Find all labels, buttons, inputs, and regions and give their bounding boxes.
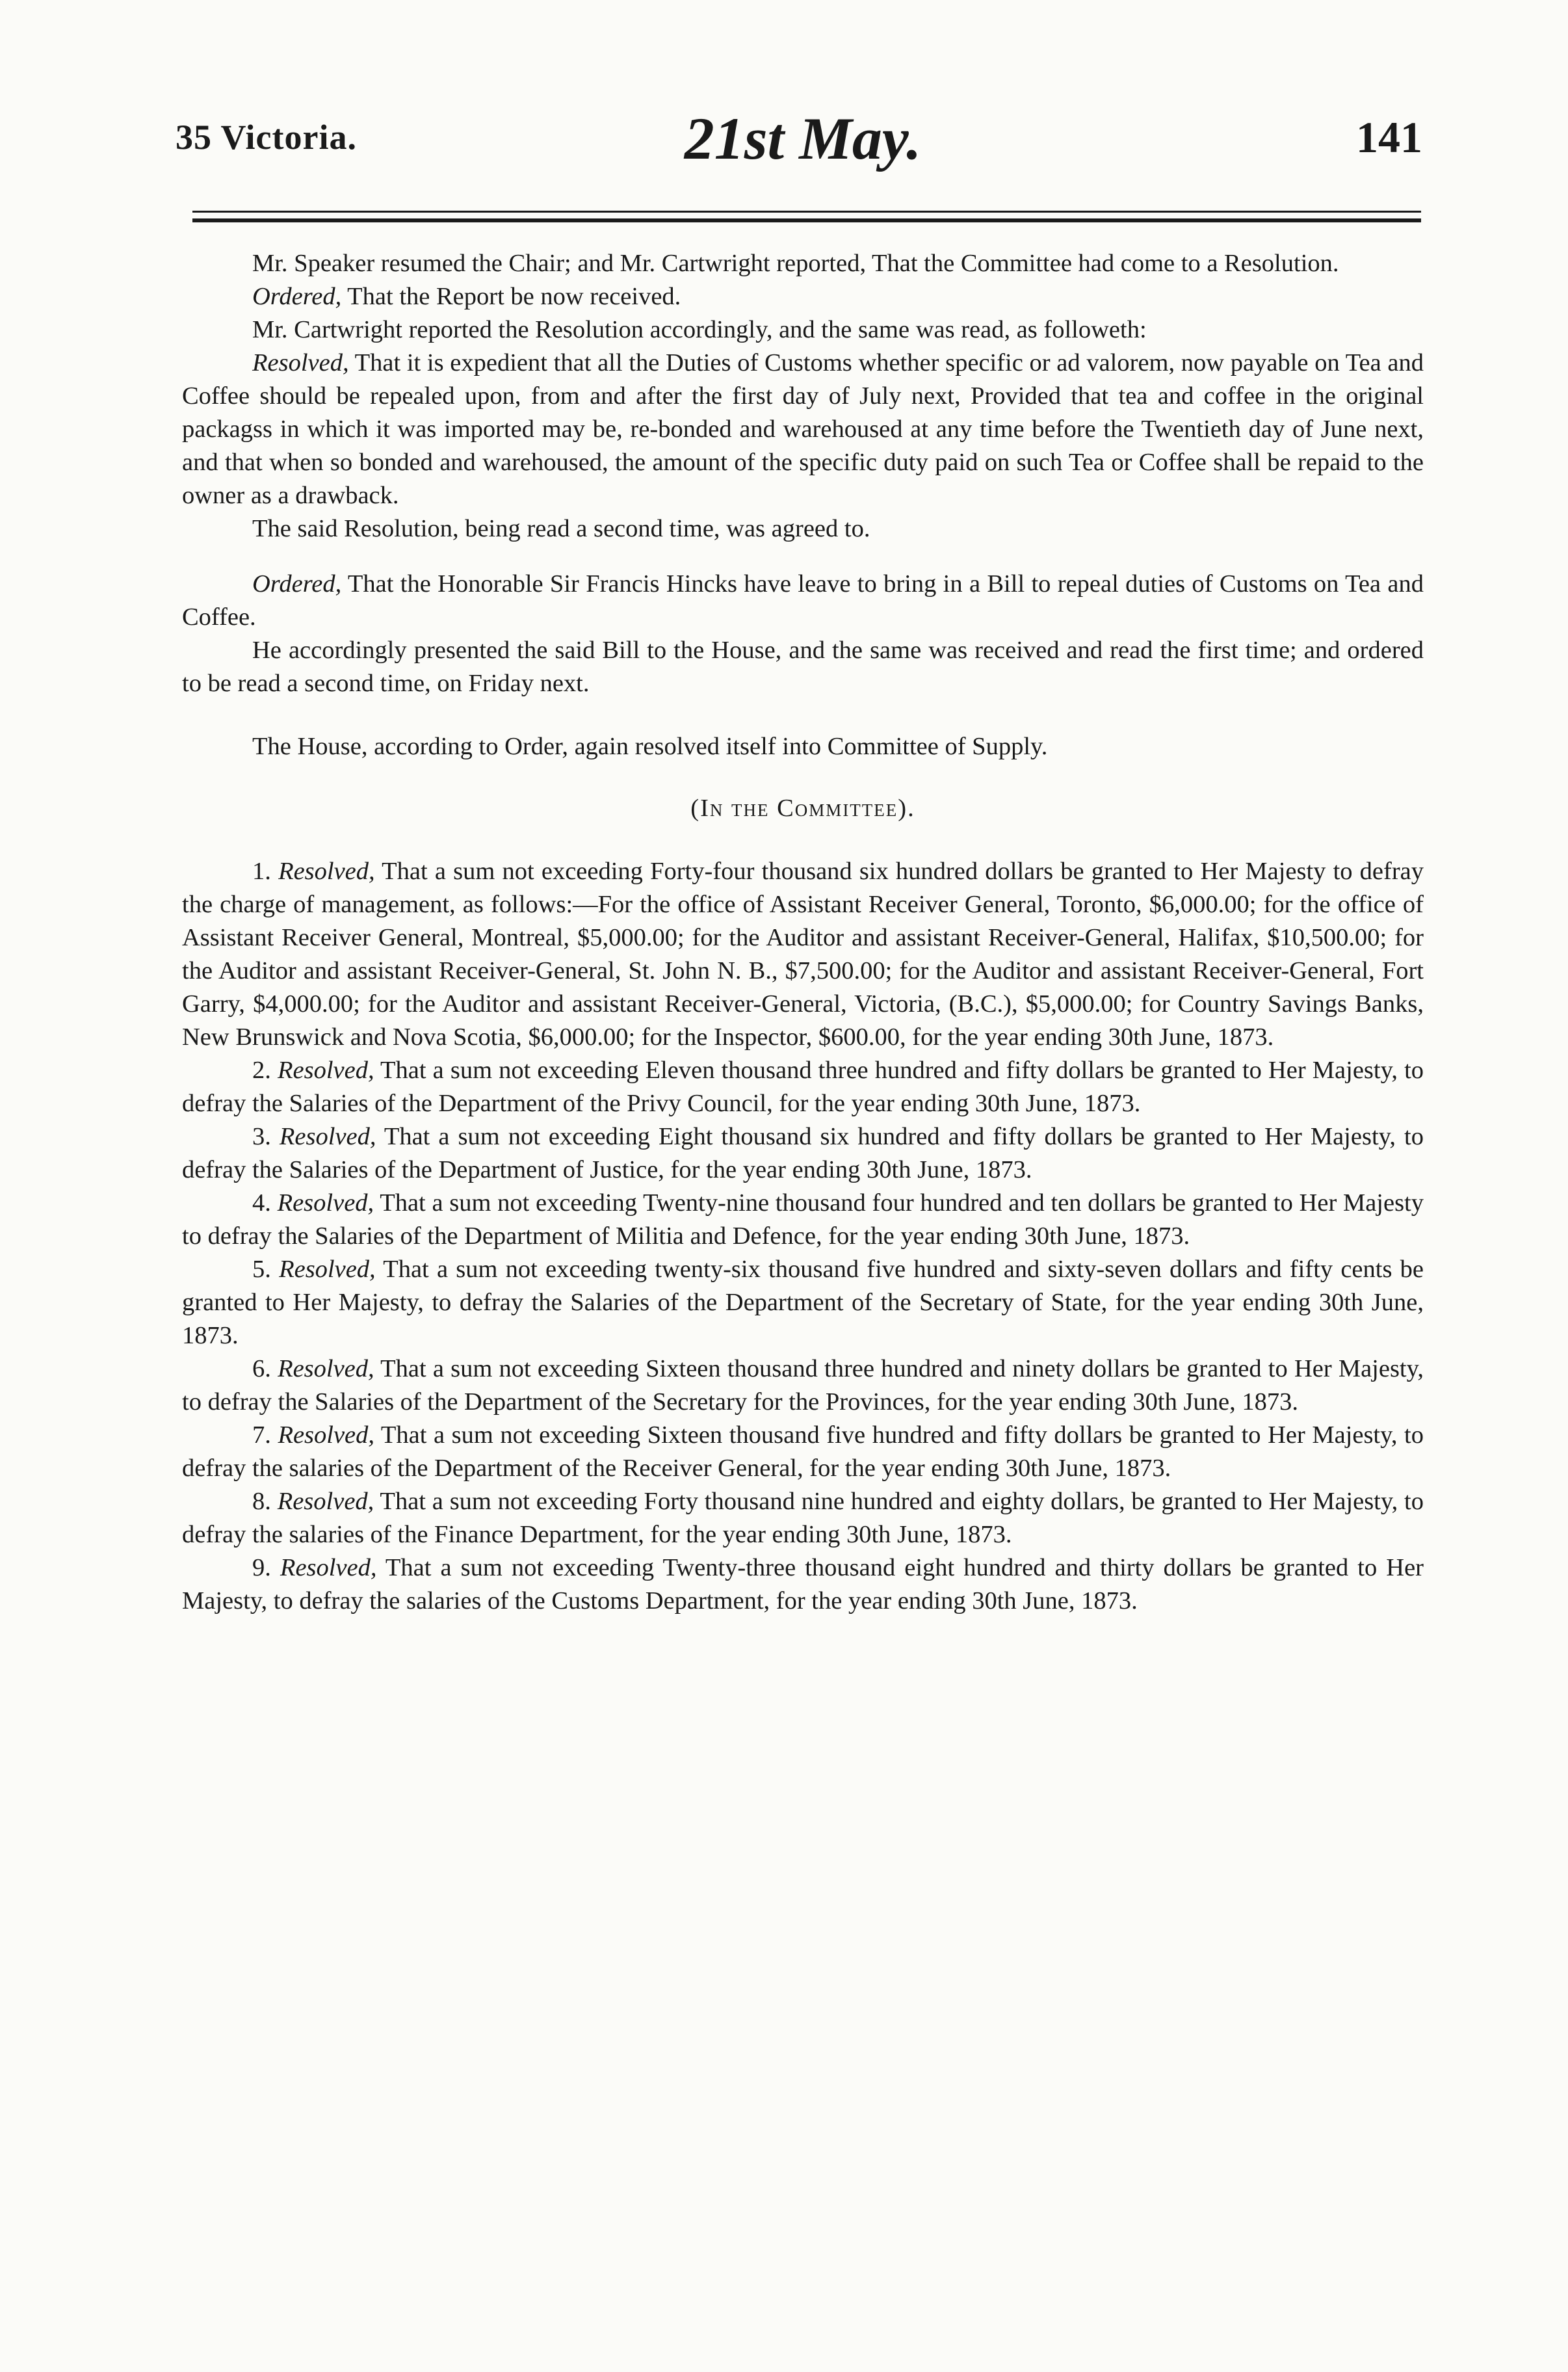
- resolution-text: That a sum not exceeding Sixteen thousand three hundred and ninety dollars be granted to Her Majesty, to defray the Salaries of the Department of the Secretary for the Provinces, for the year ending 30th June, 1873.: [182, 1355, 1424, 1416]
- resolution-text: That a sum not exceeding Sixteen thousand five hundred and fifty dollars be granted to Her Majesty, to defray the salaries of the Department of the Receiver General, for the year ending 30th June, 1873.: [182, 1421, 1424, 1482]
- resolution-number: 5.: [252, 1256, 271, 1283]
- page-body: [182, 247, 1424, 1618]
- resolution-label: Resolved,: [278, 858, 375, 885]
- resolution-item: [182, 1352, 1424, 1419]
- resolution-number: 4.: [252, 1189, 271, 1217]
- paragraph-resolution-reported: Mr. Cartwright reported the Resolution accordingly, and the same was read, as followeth:: [252, 316, 1147, 343]
- ordered-label: Ordered,: [252, 283, 342, 310]
- resolution-text: That a sum not exceeding Eleven thousand three hundred and fifty dollars be granted to Her Majesty, to defray the Salaries of the Department of the Privy Council, for the year ending 30th June, 1873.: [182, 1057, 1424, 1117]
- resolution-label: Resolved,: [278, 1421, 375, 1449]
- resolution-number: 7.: [252, 1421, 271, 1449]
- resolution-number: 6.: [252, 1355, 271, 1382]
- resolution-text: That a sum not exceeding Forty thousand nine hundred and eighty dollars, be granted to Her Majesty, to defray the salaries of the Finance Department, for the year ending 30th June, 1873.: [182, 1488, 1424, 1548]
- resolution-label: Resolved,: [278, 1355, 374, 1382]
- resolution-item: [182, 1419, 1424, 1485]
- paragraph-bill-presented: He accordingly presented the said Bill to the House, and the same was received and read the first time; and ordered to be read a second time, on Friday next.: [182, 637, 1424, 697]
- resolution-label: Resolved,: [280, 1554, 377, 1581]
- resolution-item: [182, 1551, 1424, 1618]
- paragraph-resolved-customs: [182, 347, 1424, 512]
- regnal-year: 35 Victoria.: [176, 118, 357, 157]
- paragraph-resolution-agreed: The said Resolution, being read a second time, was agreed to.: [252, 515, 870, 542]
- resolution-number: 1.: [252, 858, 271, 885]
- resolution-label: Resolved,: [279, 1123, 376, 1150]
- resolved-text: That it is expedient that all the Duties of Customs whether specific or ad valorem, now payable on Tea and Coffee should be repealed upon, from and after the first day of July next, Provided that tea and coffee in the original packagss in which it was imported may be, re-bonded and warehoused at any time before the Twentieth day of June next, and that when so bonded and warehoused, the amount of the specific duty paid on such Tea or Coffee shall be repaid to the owner as a drawback.: [182, 349, 1424, 509]
- page-header: [176, 104, 1430, 195]
- resolution-text: That a sum not exceeding Twenty-nine thousand four hundred and ten dollars be granted to Her Majesty to defray the Salaries of the Department of Militia and Defence, for the year ending 30th June, 1873.: [182, 1189, 1424, 1250]
- resolution-item: [182, 1485, 1424, 1551]
- ordered-text: That the Report be now received.: [347, 283, 681, 310]
- resolution-number: 9.: [252, 1554, 271, 1581]
- resolution-label: Resolved,: [277, 1189, 374, 1217]
- resolved-label: Resolved,: [252, 349, 349, 376]
- resolution-item: [182, 855, 1424, 1054]
- header-rule-thick: [192, 218, 1421, 222]
- resolution-item: [182, 1187, 1424, 1253]
- resolution-number: 3.: [252, 1123, 271, 1150]
- resolution-text: That a sum not exceeding Forty-four thousand six hundred dollars be granted to Her Majesty to defray the charge of management, as follows:—For the office of Assistant Receiver General, Toronto, $6,000.00; for the office of Assistant Receiver General, Montreal, $5,000.00; for the Auditor and assistant Receiver-General, Halifax, $10,500.00; for the Auditor and assistant Receiver-General, St. John N. B., $7,500.00; for the Auditor and assistant Receiver-General, Fort Garry, $4,000.00; for the Auditor and assistant Receiver-General, Victoria, (B.C.), $5,000.00; for Country Savings Banks, New Brunswick and Nova Scotia, $6,000.00; for the Inspector, $600.00, for the year ending 30th June, 1873.: [182, 858, 1424, 1051]
- paragraph-committee-supply: The House, according to Order, again resolved itself into Committee of Supply.: [252, 733, 1048, 760]
- resolution-item: [182, 1253, 1424, 1352]
- resolutions-list: [182, 855, 1424, 1618]
- paragraph-ordered-bill: [182, 568, 1424, 634]
- resolution-number: 8.: [252, 1488, 271, 1515]
- page-number: 141: [1356, 112, 1422, 162]
- resolution-label: Resolved,: [277, 1488, 374, 1515]
- paragraph-ordered-report: [182, 280, 1424, 313]
- resolution-text: That a sum not exceeding Twenty-three thousand eight hundred and thirty dollars be granted to Her Majesty, to defray the salaries of the Customs Department, for the year ending 30th June, 1873.: [182, 1554, 1424, 1614]
- resolution-text: That a sum not exceeding Eight thousand six hundred and fifty dollars be granted to Her Majesty, to defray the Salaries of the Department of Justice, for the year ending 30th June, 1873.: [182, 1123, 1424, 1183]
- page-date: 21st May.: [684, 105, 922, 172]
- ordered-text: That the Honorable Sir Francis Hincks have leave to bring in a Bill to repeal duties of Customs on Tea and Coffee.: [182, 570, 1424, 631]
- resolution-number: 2.: [252, 1057, 271, 1084]
- resolution-item: [182, 1120, 1424, 1187]
- resolution-item: [182, 1054, 1424, 1120]
- ordered-label: Ordered,: [252, 570, 342, 598]
- paragraph-speaker-resumed: Mr. Speaker resumed the Chair; and Mr. Cartwright reported, That the Committee had come to a Resolution.: [252, 250, 1339, 277]
- resolution-text: That a sum not exceeding twenty-six thousand five hundred and sixty-seven dollars and fifty cents be granted to Her Majesty, to defray the Salaries of the Department of the Secretary of State, for the year ending 30th June, 1873.: [182, 1256, 1424, 1349]
- committee-heading: (In the Committee).: [690, 795, 915, 822]
- resolution-label: Resolved,: [279, 1256, 376, 1283]
- header-rule-thin: [192, 211, 1421, 213]
- resolution-label: Resolved,: [277, 1057, 374, 1084]
